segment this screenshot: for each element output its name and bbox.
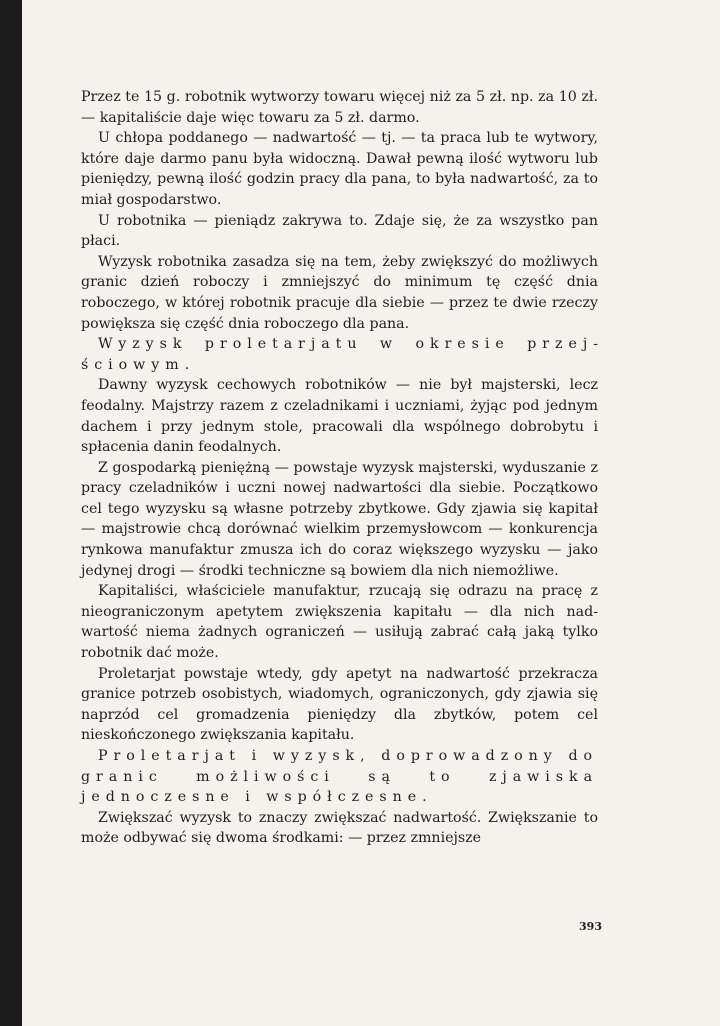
- paragraph: Proletarjat powstaje wtedy, gdy apetyt na nadwartość przekracza granice potrzeb osobistych, wiadomych, ograniczonych, gdy zjawia się naprzód cel gromadzenia pieniędzy dla zbytków, potem cel nieskończonego zwiększania kapitału.: [81, 665, 598, 744]
- section-heading: Wyzysk proletarjatu w okresie przejściowym.: [81, 336, 598, 373]
- paragraph: Przez te 15 g. robotnik wytworzy towaru więcej niż za 5 zł. np. za 10 zł. — kapitaliście daje więc towaru za 5 zł. darmo.: [81, 89, 598, 126]
- page-number: 393: [579, 920, 602, 933]
- paragraph: Zwiększać wyzysk to znaczy zwiększać nadwartość. Zwiększanie to może odbywać się dwoma środkami: — przez zmniejsze: [81, 809, 598, 847]
- scan-edge: [0, 0, 22, 1026]
- book-page: [22, 0, 720, 1026]
- paragraph: Z gospodarką pieniężną — powstaje wyzysk majsterski, wyduszanie z pracy czeladników i uczni nowej nadwartości dla siebie. Początkowo cel tego wyzysku są własne potrzeby zbytkowe. Gdy zjawia się kapitał — majstrowie chcą dorównać wielkim przemysłowcom — konkurencja rynkowa manufaktur zmusza ich do coraz większego wyzysku — jako jedynej drogi — środki techniczne są bowiem dla nich niemożliwe.: [81, 459, 598, 579]
- paragraph: Dawny wyzysk cechowych robotników — nie był majsterski, lecz feodalny. Majstrzy razem z czeladnikami i uczniami, żyjąc pod jednym dachem i przy jednym stole, pracowali dla wspólnego dobrobytu i spłacenia danin feodalnych.: [81, 377, 598, 456]
- paragraph: U chłopa poddanego — nadwartość — tj. — ta praca lub te wytwory, które daje darmo panu była widoczną. Dawał pewną ilość wytworu lub pieniędzy, pewną ilość godzin pracy dla pana, to była nadwartość, za to miał gospodarstwo.: [81, 130, 598, 208]
- paragraph: Kapitaliści, właściciele manufaktur, rzucają się odrazu na pracę z nieograniczonym apetytem zwiększenia kapitału — dla nich nadwartość niema żadnych ograniczeń — usiłują zabrać całą jaką tylko robotnik dać może.: [81, 583, 598, 662]
- paragraph: Wyzysk robotnika zasadza się na tem, żeby zwiększyć do możliwych granic dzień roboczy i zmniejszyć do minimum tę część dnia roboczego, w której robotnik pracuje dla siebie — przez te dwie rzeczy powiększa się część dnia roboczego dla pana.: [81, 253, 598, 332]
- text-column: [81, 87, 598, 849]
- emphasized-thesis: Proletarjat i wyzysk, doprowadzony do granic możliwości są to zjawiska jednoczesne i współczesne.: [81, 748, 598, 806]
- paragraph: U robotnika — pieniądz zakrywa to. Zdaje się, że za wszystko pan płaci.: [81, 212, 598, 250]
